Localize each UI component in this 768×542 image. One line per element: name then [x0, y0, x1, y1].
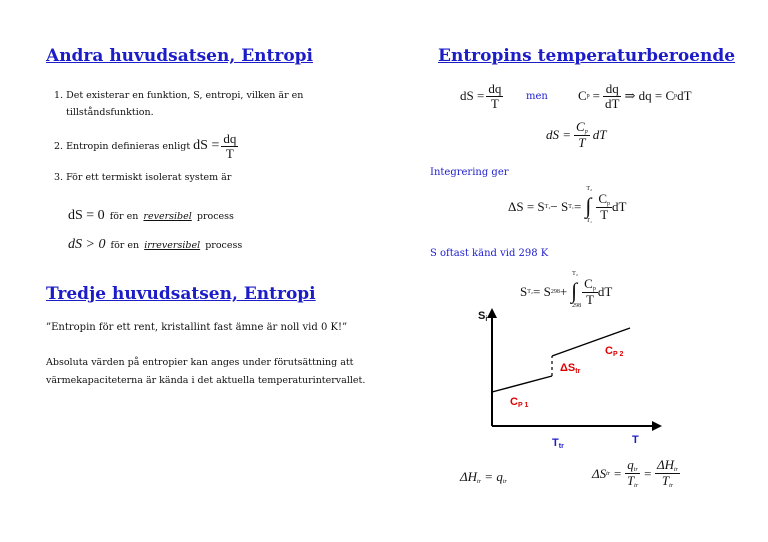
equation-delta-s-integral	[508, 186, 627, 225]
irreversible-post: process	[205, 240, 243, 251]
eq3-numerator-sub: p	[584, 129, 588, 135]
eq1-numerator: dq	[488, 81, 502, 96]
eq4-s2-sub: T₂	[544, 204, 551, 211]
eq5-fraction	[582, 277, 598, 308]
integral-sign-2: ∫ T₂ 298	[571, 271, 582, 310]
equation-ds-cp-t	[546, 120, 606, 151]
eq5-denominator: T	[586, 292, 594, 308]
eq7-equals: =	[613, 465, 622, 481]
entropy-definition-lhs: dS =	[193, 138, 220, 154]
eq4-upper-limit: T₂	[586, 186, 593, 193]
eq5-numerator-sub: p	[592, 286, 596, 292]
eq5-lower-limit: 298	[572, 303, 582, 310]
reversible-pre: för en	[109, 211, 139, 222]
reversible-word: reversibel	[143, 211, 192, 222]
eq7-fraction-2: $\frac{\Delta H_{tr}}{T_{tr}}$	[656, 457, 679, 490]
eq3-numerator: C	[576, 119, 585, 134]
cp1-line	[492, 376, 552, 392]
cp1-label: CP 1	[510, 396, 529, 409]
cp2-label: CP 2	[605, 345, 624, 358]
eq4-mid: − S	[550, 199, 569, 215]
fraction-numerator: dq	[223, 131, 237, 146]
irreversible-pre: för en	[110, 240, 140, 251]
eq3-fraction	[574, 120, 590, 151]
equation-delta-h-tr	[460, 469, 507, 485]
equation-ds-dq-t	[460, 82, 503, 111]
eq6-lhs-sub: tr	[477, 479, 482, 485]
eq5-plus: +	[559, 284, 568, 300]
irreversible-math: dS > 0	[68, 237, 106, 252]
title-tredje-huvudsatsen: Tredje huvudsatsen, Entropi	[46, 284, 316, 304]
equation-delta-s-tr	[592, 458, 680, 490]
equation-s-t2	[520, 271, 613, 310]
eq6-rhs: = q	[484, 469, 503, 484]
item-3-text: För ett termiskt isolerat system är	[66, 172, 232, 183]
eq4-lower-limit: T₁	[586, 218, 593, 225]
entropy-definition-fraction	[221, 132, 238, 161]
reversible-line	[68, 204, 234, 224]
eq4-denominator: T	[600, 207, 609, 223]
x-axis-label: T	[632, 434, 639, 446]
eq3-tail: dT	[592, 127, 607, 143]
eq7-fraction-1: $\frac{q_{tr}}{T_{tr}}$	[626, 457, 639, 490]
eq4-equals: =	[574, 199, 582, 215]
item-2-number: 2.	[54, 140, 64, 152]
x-axis-arrow	[652, 421, 662, 431]
eq5-upper-limit: T₂	[572, 271, 578, 278]
eq4-s1-sub: T₁	[568, 204, 574, 211]
ttr-label: Ttr	[552, 437, 564, 450]
eq5-mid-sub: 298	[550, 289, 560, 296]
item-2	[54, 132, 238, 161]
eq2-numerator: dq	[603, 82, 621, 97]
third-law-quote: ”Entropin för ett rent, kristallint fast ämne är noll vid 0 K!”	[46, 322, 348, 333]
equation-cp	[578, 82, 692, 111]
eq2-rhs-sub: p	[674, 93, 678, 100]
y-axis-label: Si	[478, 310, 488, 323]
known-298-label: S oftast känd vid 298 K	[430, 248, 549, 259]
irreversible-line	[68, 233, 242, 253]
eq5-numerator: C	[584, 276, 593, 291]
eq1-denominator: T	[490, 95, 499, 111]
eq4-fraction	[596, 192, 612, 223]
eq4-tail: dT	[612, 199, 627, 215]
item-1-line1: Det existerar en funktion, S, entropi, vilken är en	[66, 90, 304, 101]
item-1-line2: tillståndsfunktion.	[66, 107, 154, 118]
item-1	[54, 90, 303, 101]
reversible-post: process	[196, 211, 234, 222]
delta-s-tr-label: ΔStr	[560, 362, 581, 375]
item-2-text: Entropin definieras enligt	[66, 140, 191, 152]
eq2-rhs-tail: dT	[677, 88, 692, 104]
eq3-denominator: T	[578, 135, 586, 151]
eq2-fraction	[603, 82, 621, 111]
eq6-rhs-sub: tr	[502, 479, 507, 485]
item-3-number: 3.	[54, 172, 64, 183]
item-1-number: 1.	[54, 90, 64, 101]
absolute-values-line2: värmekapaciteterna är kända i det aktuella temperaturintervallet.	[46, 375, 366, 386]
integrering-ger-label: Integrering ger	[430, 167, 509, 178]
men-label: men	[526, 91, 548, 102]
integral-sign: ∫ T₂ T₁	[585, 186, 593, 225]
fraction-denominator: T	[225, 145, 234, 161]
reversible-math: dS = 0	[68, 208, 105, 223]
item-3	[54, 172, 231, 183]
eq4-lhs: ΔS = S	[508, 199, 545, 215]
eq4-numerator: C	[598, 191, 608, 206]
eq2-equals: =	[592, 88, 601, 104]
irreversible-word: irreversibel	[144, 240, 201, 251]
eq2-denominator: dT	[605, 95, 620, 111]
eq1-lhs: dS =	[460, 88, 485, 104]
eq5-lhs: S	[520, 284, 528, 300]
absolute-values-line1: Absoluta värden på entropier kan anges under förutsättning att	[46, 357, 354, 368]
entropy-temperature-graph	[470, 306, 670, 454]
eq5-mid: = S	[533, 284, 551, 300]
eq2-rhs: ⇒ dq = C	[624, 88, 675, 104]
y-axis-arrow	[487, 308, 497, 318]
eq4-numerator-sub: p	[607, 201, 611, 207]
title-entropins-temperaturberoende: Entropins temperaturberoende	[438, 46, 736, 66]
eq5-lhs-sub: T₂	[527, 289, 533, 296]
eq3-lhs: dS =	[546, 127, 572, 143]
eq5-tail: dT	[597, 284, 613, 300]
title-andra-huvudsatsen: Andra huvudsatsen, Entropi	[46, 46, 314, 66]
eq7-equals-2: =	[643, 465, 652, 481]
eq2-lhs: C	[578, 88, 587, 104]
eq7-lhs: ΔS	[592, 465, 607, 481]
eq7-lhs-sub: tr	[606, 470, 611, 477]
eq6-lhs: ΔH	[460, 469, 478, 484]
eq1-fraction	[486, 82, 503, 111]
eq2-lhs-sub: p	[586, 93, 590, 100]
